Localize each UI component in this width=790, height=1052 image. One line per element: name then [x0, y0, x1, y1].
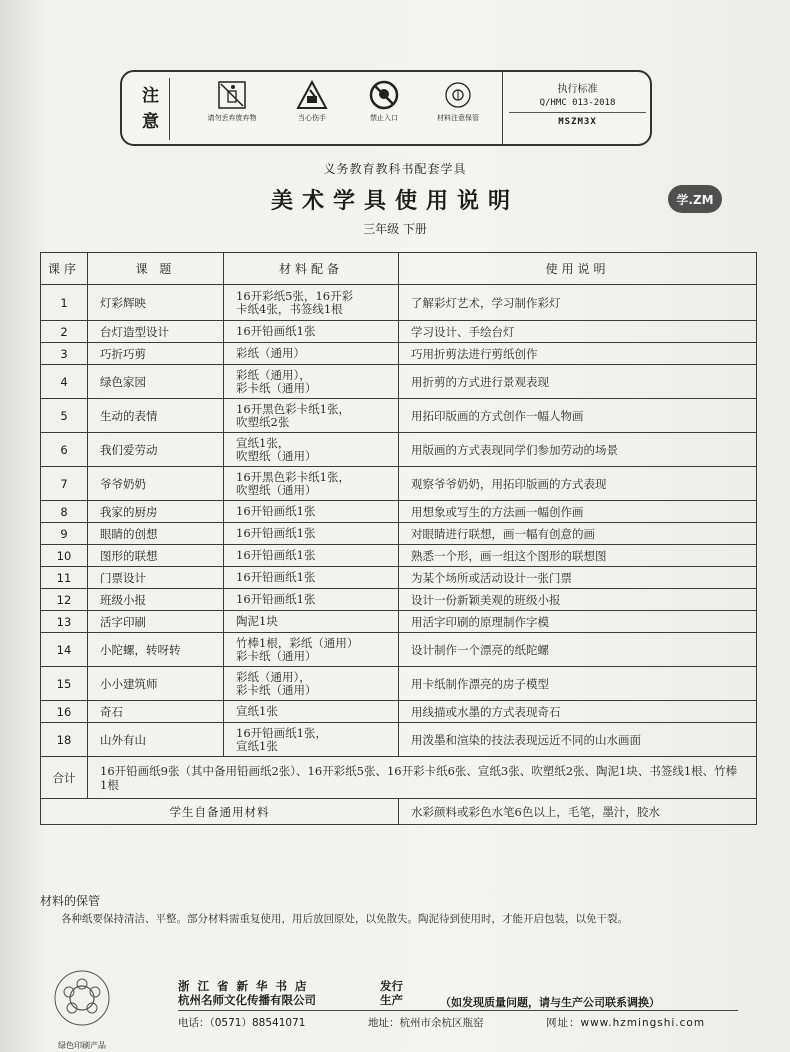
- address: 地址：杭州市余杭区瓶窑: [368, 1017, 484, 1029]
- lesson-number: 15: [41, 667, 88, 701]
- standard-divider: [509, 112, 646, 113]
- warning-no-mouth: 禁止入口: [344, 80, 424, 123]
- lesson-materials: 16开铅画纸1张: [224, 545, 399, 567]
- lesson-topic: 爷爷奶奶: [88, 467, 224, 501]
- lesson-usage: 设计制作一个漂亮的纸陀螺: [399, 633, 757, 667]
- table-row: [41, 589, 757, 611]
- lesson-topic: 台灯造型设计: [88, 321, 224, 343]
- lesson-usage: 用线描或水墨的方式表现奇石: [399, 701, 757, 723]
- table-row: [41, 285, 757, 321]
- website: 网址：www.hzmingshi.com: [546, 1017, 706, 1029]
- lesson-materials: 彩纸（通用）: [224, 343, 399, 365]
- table-row: [41, 667, 757, 701]
- green-printing-logo: [52, 968, 112, 1032]
- table-row: [41, 501, 757, 523]
- lesson-number: 2: [41, 321, 88, 343]
- lesson-materials: 16开铅画纸1张: [224, 589, 399, 611]
- lesson-usage: 观察爷爷奶奶，用拓印版画的方式表现: [399, 467, 757, 501]
- lesson-number: 6: [41, 433, 88, 467]
- col-header-usage: 使用说明: [399, 253, 757, 285]
- notice-box: [120, 70, 652, 146]
- lesson-topic: 绿色家园: [88, 365, 224, 399]
- lesson-topic: 活字印刷: [88, 611, 224, 633]
- lesson-usage: 巧用折剪法进行剪纸创作: [399, 343, 757, 365]
- caution-hand-icon: [296, 80, 328, 110]
- lesson-number: 1: [41, 285, 88, 321]
- total-label: 合计: [41, 757, 88, 799]
- standard-label: 执行标准: [557, 84, 598, 95]
- lesson-materials: 16开铅画纸1张: [224, 567, 399, 589]
- table-row: [41, 343, 757, 365]
- table-row: [41, 467, 757, 501]
- lesson-materials: 宣纸1张， 吹塑纸（通用）: [224, 433, 399, 467]
- warning-storage: 材料注意保管: [418, 80, 498, 123]
- standard-code: Q/HMC 013-2018: [539, 98, 616, 108]
- product-code: MSZM3X: [558, 117, 597, 127]
- table-row: [41, 433, 757, 467]
- col-header-topic: 课 题: [88, 253, 224, 285]
- no-litter-icon: [217, 80, 247, 110]
- standard-box: [502, 72, 652, 144]
- col-header-materials: 材料配备: [224, 253, 399, 285]
- lesson-number: 12: [41, 589, 88, 611]
- document-subtitle: 义务教育教科书配套学具: [323, 162, 467, 176]
- lesson-topic: 眼睛的创想: [88, 523, 224, 545]
- footer-divider: [178, 1010, 738, 1011]
- no-mouth-icon: [369, 80, 399, 110]
- storage-seal-icon: [442, 80, 474, 110]
- lesson-number: 18: [41, 723, 88, 757]
- green-label: 绿色印刷产品: [58, 1041, 106, 1050]
- lesson-materials: 16开铅画纸1张: [224, 501, 399, 523]
- materials-table: [40, 252, 757, 825]
- lesson-number: 14: [41, 633, 88, 667]
- lesson-number: 11: [41, 567, 88, 589]
- lesson-usage: 用泼墨和渲染的技法表现远近不同的山水画面: [399, 723, 757, 757]
- lesson-usage: 用版画的方式表现同学们参加劳动的场景: [399, 433, 757, 467]
- lesson-topic: 生动的表情: [88, 399, 224, 433]
- lesson-materials: 16开彩纸5张，16开彩 卡纸4张，书签线1根: [224, 285, 399, 321]
- lesson-materials: 16开铅画纸1张: [224, 523, 399, 545]
- lesson-topic: 巧折巧剪: [88, 343, 224, 365]
- total-row: [41, 757, 757, 799]
- phone-number: 电话：（0571）88541071: [178, 1017, 306, 1029]
- table-row: [41, 399, 757, 433]
- lesson-materials: 竹棒1根，彩纸（通用） 彩卡纸（通用）: [224, 633, 399, 667]
- producer-name: 杭州名师文化传播有限公司: [178, 993, 316, 1007]
- table-row: [41, 723, 757, 757]
- lesson-materials: 16开铅画纸1张， 宣纸1张: [224, 723, 399, 757]
- lesson-usage: 用活字印刷的原理制作字模: [399, 611, 757, 633]
- lesson-usage: 用卡纸制作漂亮的房子模型: [399, 667, 757, 701]
- lesson-usage: 对眼睛进行联想，画一幅有创意的画: [399, 523, 757, 545]
- lesson-usage: 设计一份新颖美观的班级小报: [399, 589, 757, 611]
- lesson-topic: 我家的厨房: [88, 501, 224, 523]
- lesson-number: 10: [41, 545, 88, 567]
- publisher-role: 发行: [380, 979, 403, 993]
- table-row: [41, 523, 757, 545]
- lesson-materials: 陶泥1块: [224, 611, 399, 633]
- lesson-materials: 16开铅画纸1张: [224, 321, 399, 343]
- grade-label: 三年级 下册: [363, 222, 427, 236]
- table-row: [41, 365, 757, 399]
- table-row: [41, 633, 757, 667]
- lesson-number: 13: [41, 611, 88, 633]
- lesson-topic: 山外有山: [88, 723, 224, 757]
- producer-role: 生产: [380, 993, 403, 1007]
- lesson-materials: 彩纸（通用）， 彩卡纸（通用）: [224, 365, 399, 399]
- table-body: [41, 285, 757, 757]
- lesson-number: 16: [41, 701, 88, 723]
- lesson-number: 9: [41, 523, 88, 545]
- table-row: [41, 545, 757, 567]
- lesson-usage: 用拓印版画的方式创作一幅人物画: [399, 399, 757, 433]
- lesson-topic: 奇石: [88, 701, 224, 723]
- lesson-usage: 熟悉一个形，画一组这个图形的联想图: [399, 545, 757, 567]
- lesson-number: 8: [41, 501, 88, 523]
- lesson-usage: 了解彩灯艺术，学习制作彩灯: [399, 285, 757, 321]
- warning-caution-hand: 当心伤手: [272, 80, 352, 123]
- lesson-number: 3: [41, 343, 88, 365]
- brand-badge: 学.ZM: [668, 185, 722, 213]
- document-title: 美术学具使用说明: [270, 188, 519, 214]
- table-row: [41, 611, 757, 633]
- lesson-number: 7: [41, 467, 88, 501]
- storage-heading: 材料的保管: [40, 894, 101, 908]
- lesson-topic: 灯彩辉映: [88, 285, 224, 321]
- lesson-usage: 用折剪的方式进行景观表现: [399, 365, 757, 399]
- table-header-row: [41, 253, 757, 285]
- notice-label: 注 意: [132, 78, 170, 140]
- warning-no-litter: 请勿丢弃废弃物: [192, 80, 272, 123]
- self-materials-row: [41, 799, 757, 825]
- lesson-usage: 用想象或写生的方法画一幅创作画: [399, 501, 757, 523]
- publisher-name: 浙 江 省 新 华 书 店: [178, 979, 309, 993]
- lesson-materials: 16开黑色彩卡纸1张， 吹塑纸2张: [224, 399, 399, 433]
- lesson-topic: 小小建筑师: [88, 667, 224, 701]
- lesson-usage: 学习设计、手绘台灯: [399, 321, 757, 343]
- lesson-topic: 小陀螺，转呀转: [88, 633, 224, 667]
- table-row: [41, 321, 757, 343]
- lesson-topic: 门票设计: [88, 567, 224, 589]
- storage-text: 各种纸要保持清洁、平整。部分材料需重复使用，用后放回原处，以免散失。陶泥待到使用时，才能开启包装，以免干裂。: [61, 913, 628, 925]
- lesson-topic: 图形的联想: [88, 545, 224, 567]
- lesson-topic: 班级小报: [88, 589, 224, 611]
- lesson-materials: 宣纸1张: [224, 701, 399, 723]
- lesson-usage: 为某个场所或活动设计一张门票: [399, 567, 757, 589]
- table-row: [41, 567, 757, 589]
- lesson-number: 5: [41, 399, 88, 433]
- lesson-materials: 16开黑色彩卡纸1张， 吹塑纸（通用）: [224, 467, 399, 501]
- lesson-topic: 我们爱劳动: [88, 433, 224, 467]
- table-row: [41, 701, 757, 723]
- lesson-materials: 彩纸（通用）， 彩卡纸（通用）: [224, 667, 399, 701]
- col-header-no: 课序: [41, 253, 88, 285]
- quality-note: （如发现质量问题，请与生产公司联系调换）: [440, 996, 660, 1009]
- self-materials-text: 水彩颜料或彩色水笔6色以上，毛笔，墨汁，胶水: [399, 799, 757, 825]
- lesson-number: 4: [41, 365, 88, 399]
- self-materials-label: 学生自备通用材料: [41, 799, 399, 825]
- total-text: 16开铅画纸9张（其中备用铅画纸2张）、16开彩纸5张、16开彩卡纸6张、宣纸3张、吹塑纸2张、陶泥1块、书签线1根、竹棒1根: [88, 757, 757, 799]
